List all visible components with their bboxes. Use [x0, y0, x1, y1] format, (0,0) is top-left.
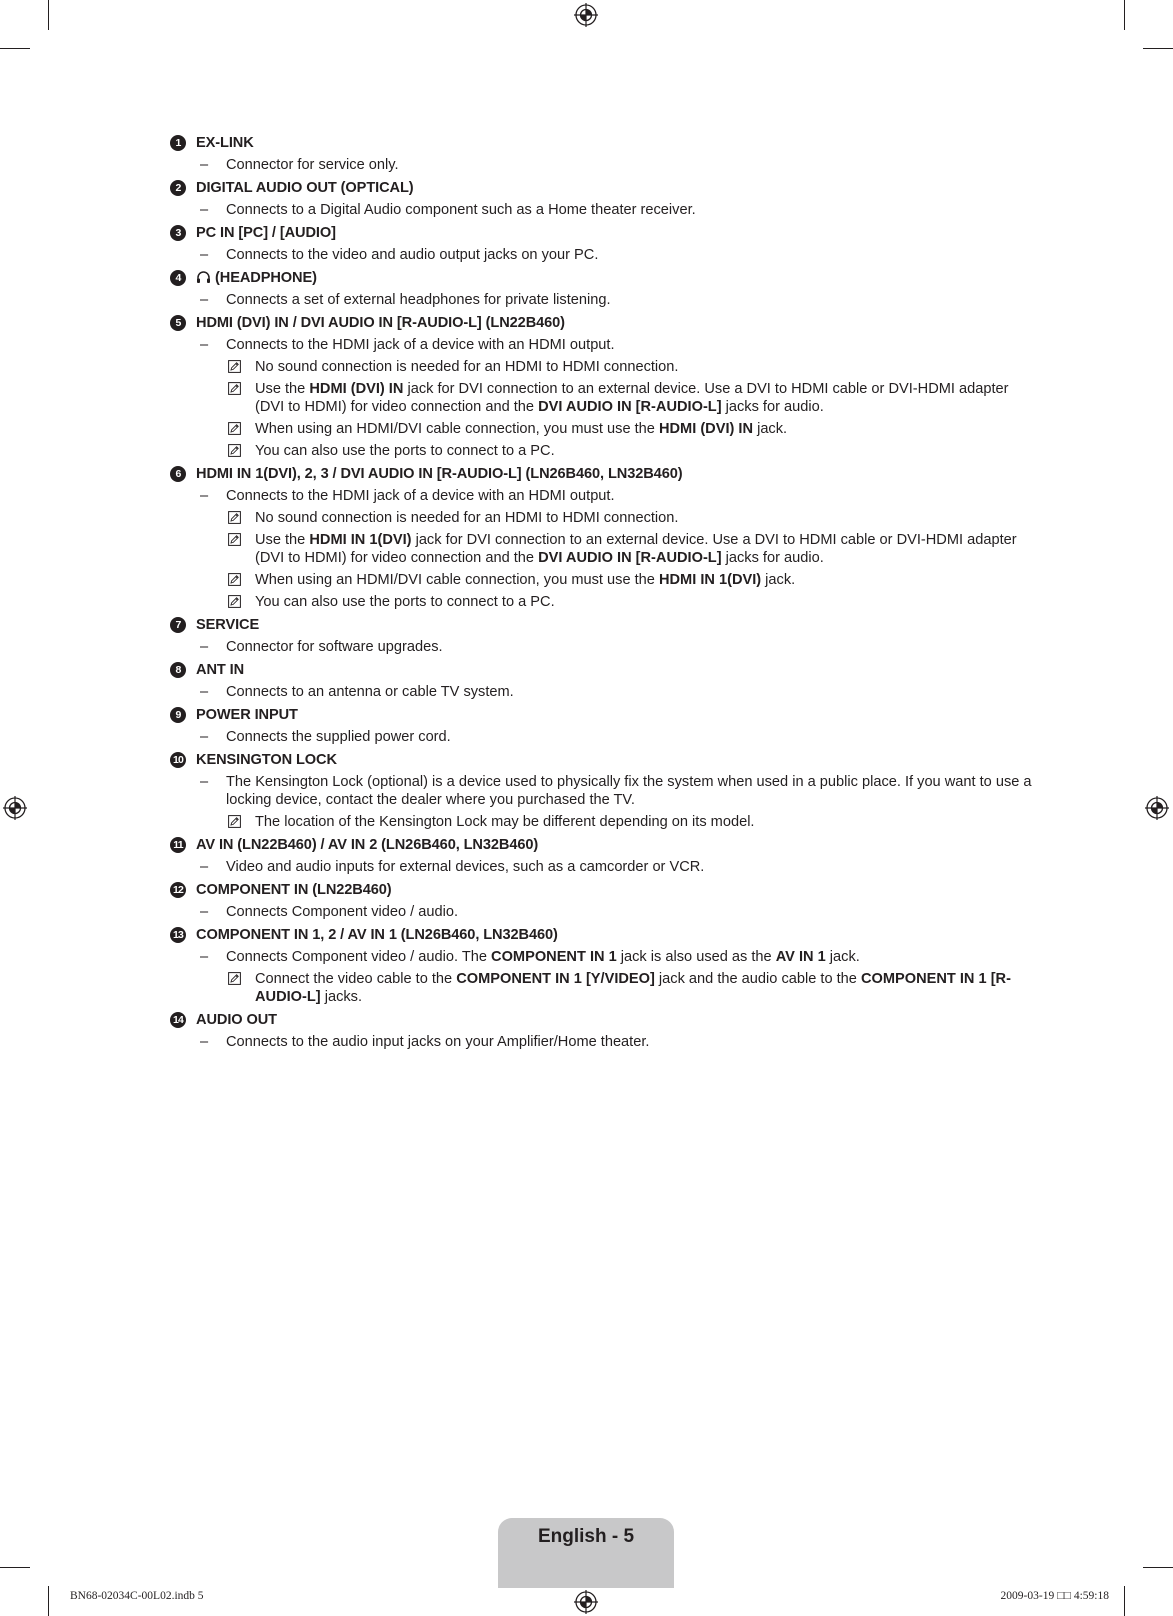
connector-title: AV IN (LN22B460) / AV IN 2 (LN26B460, LN32B460)	[196, 837, 539, 853]
body-text: Video and audio inputs for external devices, such as a camcorder or VCR.	[226, 859, 705, 875]
page-number-label: English - 5	[537, 1526, 635, 1547]
connector-number-badge: 8	[170, 662, 186, 678]
connector-heading	[170, 465, 1040, 483]
connector-number-badge: 4	[170, 270, 186, 286]
connector-description	[170, 156, 1040, 174]
body-text: jack for DVI connection to an external device. Use a DVI to HDMI cable or DVI-HDMI adapter (DVI to HDMI) for video connection and the	[255, 532, 1017, 566]
body-text: jack is also used as the	[616, 949, 776, 965]
emphasis-text: DVI AUDIO IN [R-AUDIO-L]	[538, 550, 722, 566]
connector-item	[170, 179, 1040, 219]
emphasis-text: HDMI IN 1(DVI)	[658, 572, 762, 588]
connector-heading	[170, 751, 1040, 769]
crop-mark	[0, 48, 30, 49]
connector-item	[170, 881, 1040, 921]
connector-description	[170, 858, 1040, 876]
connector-heading	[170, 1011, 1040, 1029]
connector-title: COMPONENT IN (LN22B460)	[196, 882, 392, 898]
connector-number-badge: 11	[170, 837, 186, 853]
connector-title: ANT IN	[196, 662, 245, 678]
connector-number-badge: 9	[170, 707, 186, 723]
connector-number-badge: 3	[170, 225, 186, 241]
emphasis-text: HDMI (DVI) IN	[658, 421, 754, 437]
body-text: Connects to a Digital Audio component such as a Home theater receiver.	[226, 202, 696, 218]
connector-note	[170, 380, 1040, 416]
body-text: jack.	[825, 949, 860, 965]
connector-note	[170, 358, 1040, 376]
emphasis-text: COMPONENT IN 1 [Y/VIDEO]	[456, 971, 655, 987]
connector-note	[170, 420, 1040, 438]
registration-mark-icon	[574, 3, 598, 27]
connector-heading	[170, 836, 1040, 854]
crop-mark	[0, 1567, 30, 1568]
registration-mark-icon	[574, 1590, 598, 1614]
body-text: Connects Component video / audio. The	[226, 949, 492, 965]
dash-bullet: –	[200, 292, 209, 308]
dash-bullet: –	[200, 904, 209, 920]
emphasis-text: HDMI IN 1(DVI)	[309, 532, 412, 548]
crop-mark	[1143, 48, 1173, 49]
connector-title: PC IN [PC] / [AUDIO]	[196, 225, 336, 241]
body-text: No sound connection is needed for an HDMI to HDMI connection.	[255, 359, 679, 375]
print-slug-filename: BN68-02034C-00L02.indb 5	[70, 1590, 204, 1602]
connector-title: KENSINGTON LOCK	[196, 752, 337, 768]
note-icon	[228, 382, 241, 395]
note-icon	[228, 511, 241, 524]
connector-note	[170, 571, 1040, 589]
dash-bullet: –	[200, 949, 209, 965]
dash-bullet: –	[200, 202, 209, 218]
body-text: Connect the video cable to the	[255, 971, 457, 987]
connector-heading	[170, 661, 1040, 679]
body-text: Use the	[255, 381, 310, 397]
registration-mark-icon	[1145, 796, 1169, 820]
connector-item	[170, 661, 1040, 701]
body-text: jack.	[753, 421, 788, 437]
body-text: Connects to the HDMI jack of a device with an HDMI output.	[226, 488, 615, 504]
crop-mark	[1124, 0, 1125, 30]
crop-mark	[48, 0, 49, 30]
dash-bullet: –	[200, 684, 209, 700]
connector-note	[170, 970, 1040, 1006]
note-icon	[228, 595, 241, 608]
connector-number-badge: 6	[170, 466, 186, 482]
body-text: The Kensington Lock (optional) is a device used to physically fix the system when used in a public place. If you want to use a locking device, contact the dealer where you purchased the TV.	[226, 774, 1032, 808]
body-text: jacks for audio.	[721, 550, 824, 566]
connector-item	[170, 836, 1040, 876]
connector-number-badge: 2	[170, 180, 186, 196]
connector-title: EX-LINK	[196, 135, 254, 151]
connector-number-badge: 7	[170, 617, 186, 633]
connector-item	[170, 751, 1040, 831]
connector-item	[170, 224, 1040, 264]
print-slug-timestamp: 2009-03-19 □□ 4:59:18	[1000, 1590, 1109, 1602]
body-text: Connects to the audio input jacks on your Amplifier/Home theater.	[226, 1034, 650, 1050]
dash-bullet: –	[200, 729, 209, 745]
note-icon	[228, 360, 241, 373]
connector-number-badge: 12	[170, 882, 186, 898]
body-text: jack.	[761, 572, 796, 588]
body-text: The location of the Kensington Lock may be different depending on its model.	[255, 814, 755, 830]
connector-item	[170, 314, 1040, 460]
body-text: Connects the supplied power cord.	[226, 729, 451, 745]
connector-number-badge: 13	[170, 927, 186, 943]
body-text: Connector for software upgrades.	[226, 639, 443, 655]
connector-list	[170, 134, 1040, 1056]
connector-note	[170, 509, 1040, 527]
body-text: jack for DVI connection to an external device. Use a DVI to HDMI cable or DVI-HDMI adapter (DVI to HDMI) for video connection and the	[255, 381, 1009, 415]
emphasis-text: COMPONENT IN 1	[491, 949, 617, 965]
connector-title: SERVICE	[196, 617, 260, 633]
registration-mark-icon	[3, 796, 27, 820]
body-text: jacks.	[320, 989, 363, 1005]
body-text: Use the	[255, 532, 310, 548]
body-text: Connects a set of external headphones for private listening.	[226, 292, 611, 308]
connector-heading	[170, 616, 1040, 634]
body-text: Connects to an antenna or cable TV system.	[226, 684, 514, 700]
body-text: When using an HDMI/DVI cable connection, you must use the	[255, 421, 659, 437]
note-icon	[228, 972, 241, 985]
connector-description	[170, 773, 1040, 809]
connector-item	[170, 706, 1040, 746]
body-text: Connects Component video / audio.	[226, 904, 459, 920]
note-icon	[228, 444, 241, 457]
connector-description	[170, 948, 1040, 966]
connector-description	[170, 487, 1040, 505]
connector-description	[170, 336, 1040, 354]
body-text: When using an HDMI/DVI cable connection, you must use the	[255, 572, 659, 588]
dash-bullet: –	[200, 774, 209, 790]
connector-description	[170, 1033, 1040, 1051]
connector-heading	[170, 269, 1040, 287]
connector-heading	[170, 179, 1040, 197]
connector-description	[170, 903, 1040, 921]
note-icon	[228, 815, 241, 828]
connector-heading	[170, 134, 1040, 152]
connector-heading	[170, 926, 1040, 944]
body-text: Connects to the video and audio output jacks on your PC.	[226, 247, 599, 263]
connector-number-badge: 10	[170, 752, 186, 768]
connector-number-badge: 14	[170, 1012, 186, 1028]
connector-item	[170, 926, 1040, 1006]
dash-bullet: –	[200, 337, 209, 353]
dash-bullet: –	[200, 639, 209, 655]
emphasis-text: COMPONENT IN 1 [R-AUDIO-L]	[255, 971, 1011, 1005]
emphasis-text: AV IN 1	[775, 949, 826, 965]
connector-title: HDMI IN 1(DVI), 2, 3 / DVI AUDIO IN [R-AUDIO-L] (LN26B460, LN32B460)	[196, 466, 683, 482]
connector-heading	[170, 881, 1040, 899]
dash-bullet: –	[200, 859, 209, 875]
connector-item	[170, 269, 1040, 309]
dash-bullet: –	[200, 247, 209, 263]
connector-note	[170, 593, 1040, 611]
connector-item	[170, 465, 1040, 611]
connector-title: (HEADPHONE)	[215, 270, 317, 286]
connector-item	[170, 616, 1040, 656]
body-text: You can also use the ports to connect to a PC.	[255, 443, 555, 459]
note-icon	[228, 573, 241, 586]
connector-description	[170, 683, 1040, 701]
connector-number-badge: 5	[170, 315, 186, 331]
body-text: jack and the audio cable to the	[654, 971, 861, 987]
dash-bullet: –	[200, 488, 209, 504]
connector-heading	[170, 314, 1040, 332]
body-text: You can also use the ports to connect to a PC.	[255, 594, 555, 610]
note-icon	[228, 533, 241, 546]
body-text: jacks for audio.	[721, 399, 824, 415]
body-text: Connector for service only.	[226, 157, 399, 173]
crop-mark	[1143, 1567, 1173, 1568]
connector-description	[170, 728, 1040, 746]
emphasis-text: DVI AUDIO IN [R-AUDIO-L]	[538, 399, 722, 415]
dash-bullet: –	[200, 1034, 209, 1050]
connector-heading	[170, 224, 1040, 242]
connector-title: COMPONENT IN 1, 2 / AV IN 1 (LN26B460, LN32B460)	[196, 927, 558, 943]
connector-title: POWER INPUT	[196, 707, 298, 723]
connector-item	[170, 1011, 1040, 1051]
crop-mark	[48, 1586, 49, 1616]
connector-note	[170, 531, 1040, 567]
connector-note	[170, 442, 1040, 460]
connector-number-badge: 1	[170, 135, 186, 151]
connector-description	[170, 246, 1040, 264]
connector-description	[170, 201, 1040, 219]
connector-item	[170, 134, 1040, 174]
connector-description	[170, 291, 1040, 309]
connector-title: AUDIO OUT	[196, 1012, 277, 1028]
page-number-tab	[498, 1518, 674, 1588]
body-text: Connects to the HDMI jack of a device with an HDMI output.	[226, 337, 615, 353]
connector-note	[170, 813, 1040, 831]
crop-mark	[1124, 1586, 1125, 1616]
dash-bullet: –	[200, 157, 209, 173]
connector-description	[170, 638, 1040, 656]
note-icon	[228, 422, 241, 435]
connector-title: DIGITAL AUDIO OUT (OPTICAL)	[196, 180, 414, 196]
body-text: No sound connection is needed for an HDMI to HDMI connection.	[255, 510, 679, 526]
connector-title: HDMI (DVI) IN / DVI AUDIO IN [R-AUDIO-L] (LN22B460)	[196, 315, 565, 331]
connector-heading	[170, 706, 1040, 724]
emphasis-text: HDMI (DVI) IN	[309, 381, 404, 397]
headphone-icon	[196, 270, 211, 284]
